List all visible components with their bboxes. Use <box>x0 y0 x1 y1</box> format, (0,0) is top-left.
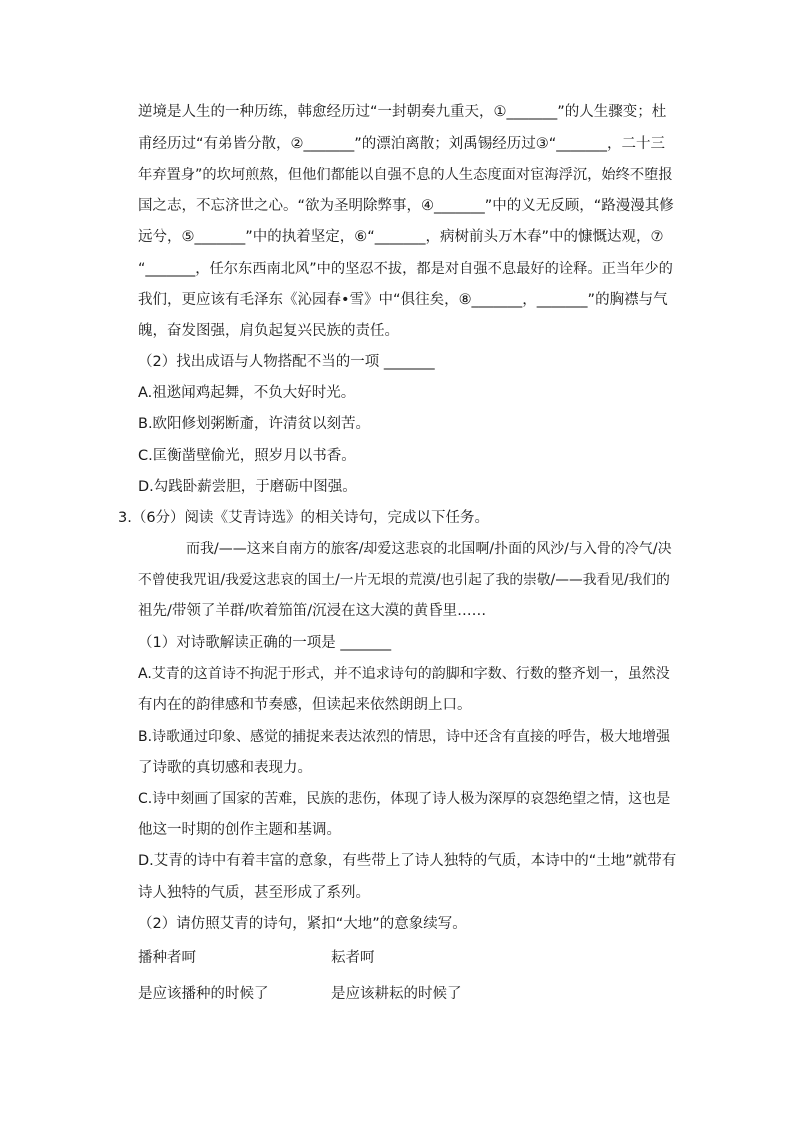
q3-sub1-option-line: 他这一时期的创作主题和基调。 <box>138 822 341 838</box>
para1-line: 逆境是人生的一种历练，韩愈经历过“一封朝奏九重天，①_______”的人生骤变；杜 <box>138 104 667 120</box>
poem-line: 不曾使我咒诅/我爱这悲哀的国土/一片无垠的荒漠/也引起了我的崇敬/——我看见/我们的 <box>138 572 670 588</box>
q3-sub1-option-line: 诗人独特的气质，甚至形成了系列。 <box>138 885 370 901</box>
para1-line: 我们，更应该有毛泽东《沁园春•雪》中“俱往矣，⑧_______，_______”的胸襟与气 <box>138 292 668 308</box>
q2-option-a: A.祖逖闻鸡起舞，不负大好时光。 <box>138 385 356 401</box>
q3-sub1-option-line: C.诗中刻画了国家的苦难，民族的悲伤，体现了诗人极为深厚的哀怨绝望之情，这也是 <box>138 791 671 807</box>
poem-line: 祖先/带领了羊群/吹着笳笛/沉浸在这大漠的黄昏里…… <box>138 603 487 619</box>
poem-line: 而我/——这来自南方的旅客/却爱这悲哀的北国啊/扑面的风沙/与入骨的冷气/决 <box>186 541 672 557</box>
q3-sub1-prompt: （1）对诗歌解读正确的一项是 _______ <box>138 635 392 651</box>
para1-line: “_______，任尔东西南北风”中的坚忍不拔，都是对自强不息最好的诠释。正当年少的 <box>138 261 673 277</box>
para1-line: 远兮，⑤_______”中的执着坚定，⑥“_______，病树前头万木春”中的慷慨达观，⑦ <box>138 229 664 245</box>
q3-sub2-prompt: （2）请仿照艾青的诗句，紧扣“大地”的意象续写。 <box>138 916 467 932</box>
q2-option-b: B.欧阳修划粥断齑，许清贫以刻苦。 <box>138 416 371 432</box>
q3-sub1-option-line: A.艾青的这首诗不拘泥于形式，并不追求诗句的韵脚和字数、行数的整齐划一，虽然没 <box>138 666 670 682</box>
q3-sub1-option-line: D.艾青的诗中有着丰富的意象，有些带上了诗人独特的气质，本诗中的“土地”就带有 <box>138 853 677 869</box>
poem-right-line: 耘者呵 <box>331 950 375 966</box>
q2-option-d: D.勾践卧薪尝胆，于磨砺中图强。 <box>138 479 357 495</box>
q3-sub1-option-line: B.诗歌通过印象、感觉的捕捉来表达浓烈的情思，诗中还含有直接的呼告，极大地增强 <box>138 729 671 745</box>
q3-header: 3.（6分）阅读《艾青诗选》的相关诗句，完成以下任务。 <box>118 510 490 526</box>
para1-line: 甫经历过“有弟皆分散，②_______”的漂泊离散；刘禹锡经历过③“_______，二十三 <box>138 136 666 152</box>
q3-sub1-option-line: 了诗歌的真切感和表现力。 <box>138 760 312 776</box>
para1-line: 魄，奋发图强，肩负起复兴民族的责任。 <box>138 323 399 339</box>
q2-option-c: C.匡衡凿壁偷光，照岁月以书香。 <box>138 448 356 464</box>
para1-line: 年弃置身”的坎坷煎熬，但他们都能以自强不息的人生态度面对宦海浮沉，始终不堕报 <box>138 167 673 183</box>
poem-right-line: 是应该耕耘的时候了 <box>331 986 462 1002</box>
q3-sub1-option-line: 有内在的韵律感和节奏感，但读起来依然朗朗上口。 <box>138 697 472 713</box>
poem-left-line: 播种者呵 <box>138 950 196 966</box>
q2-prompt: （2）找出成语与人物搭配不当的一项 _______ <box>138 354 435 370</box>
para1-line: 国之志，不忘济世之心。“欲为圣明除弊事，④_______”中的义无反顾，“路漫漫其修 <box>138 198 674 214</box>
poem-left-line: 是应该播种的时候了 <box>138 986 269 1002</box>
